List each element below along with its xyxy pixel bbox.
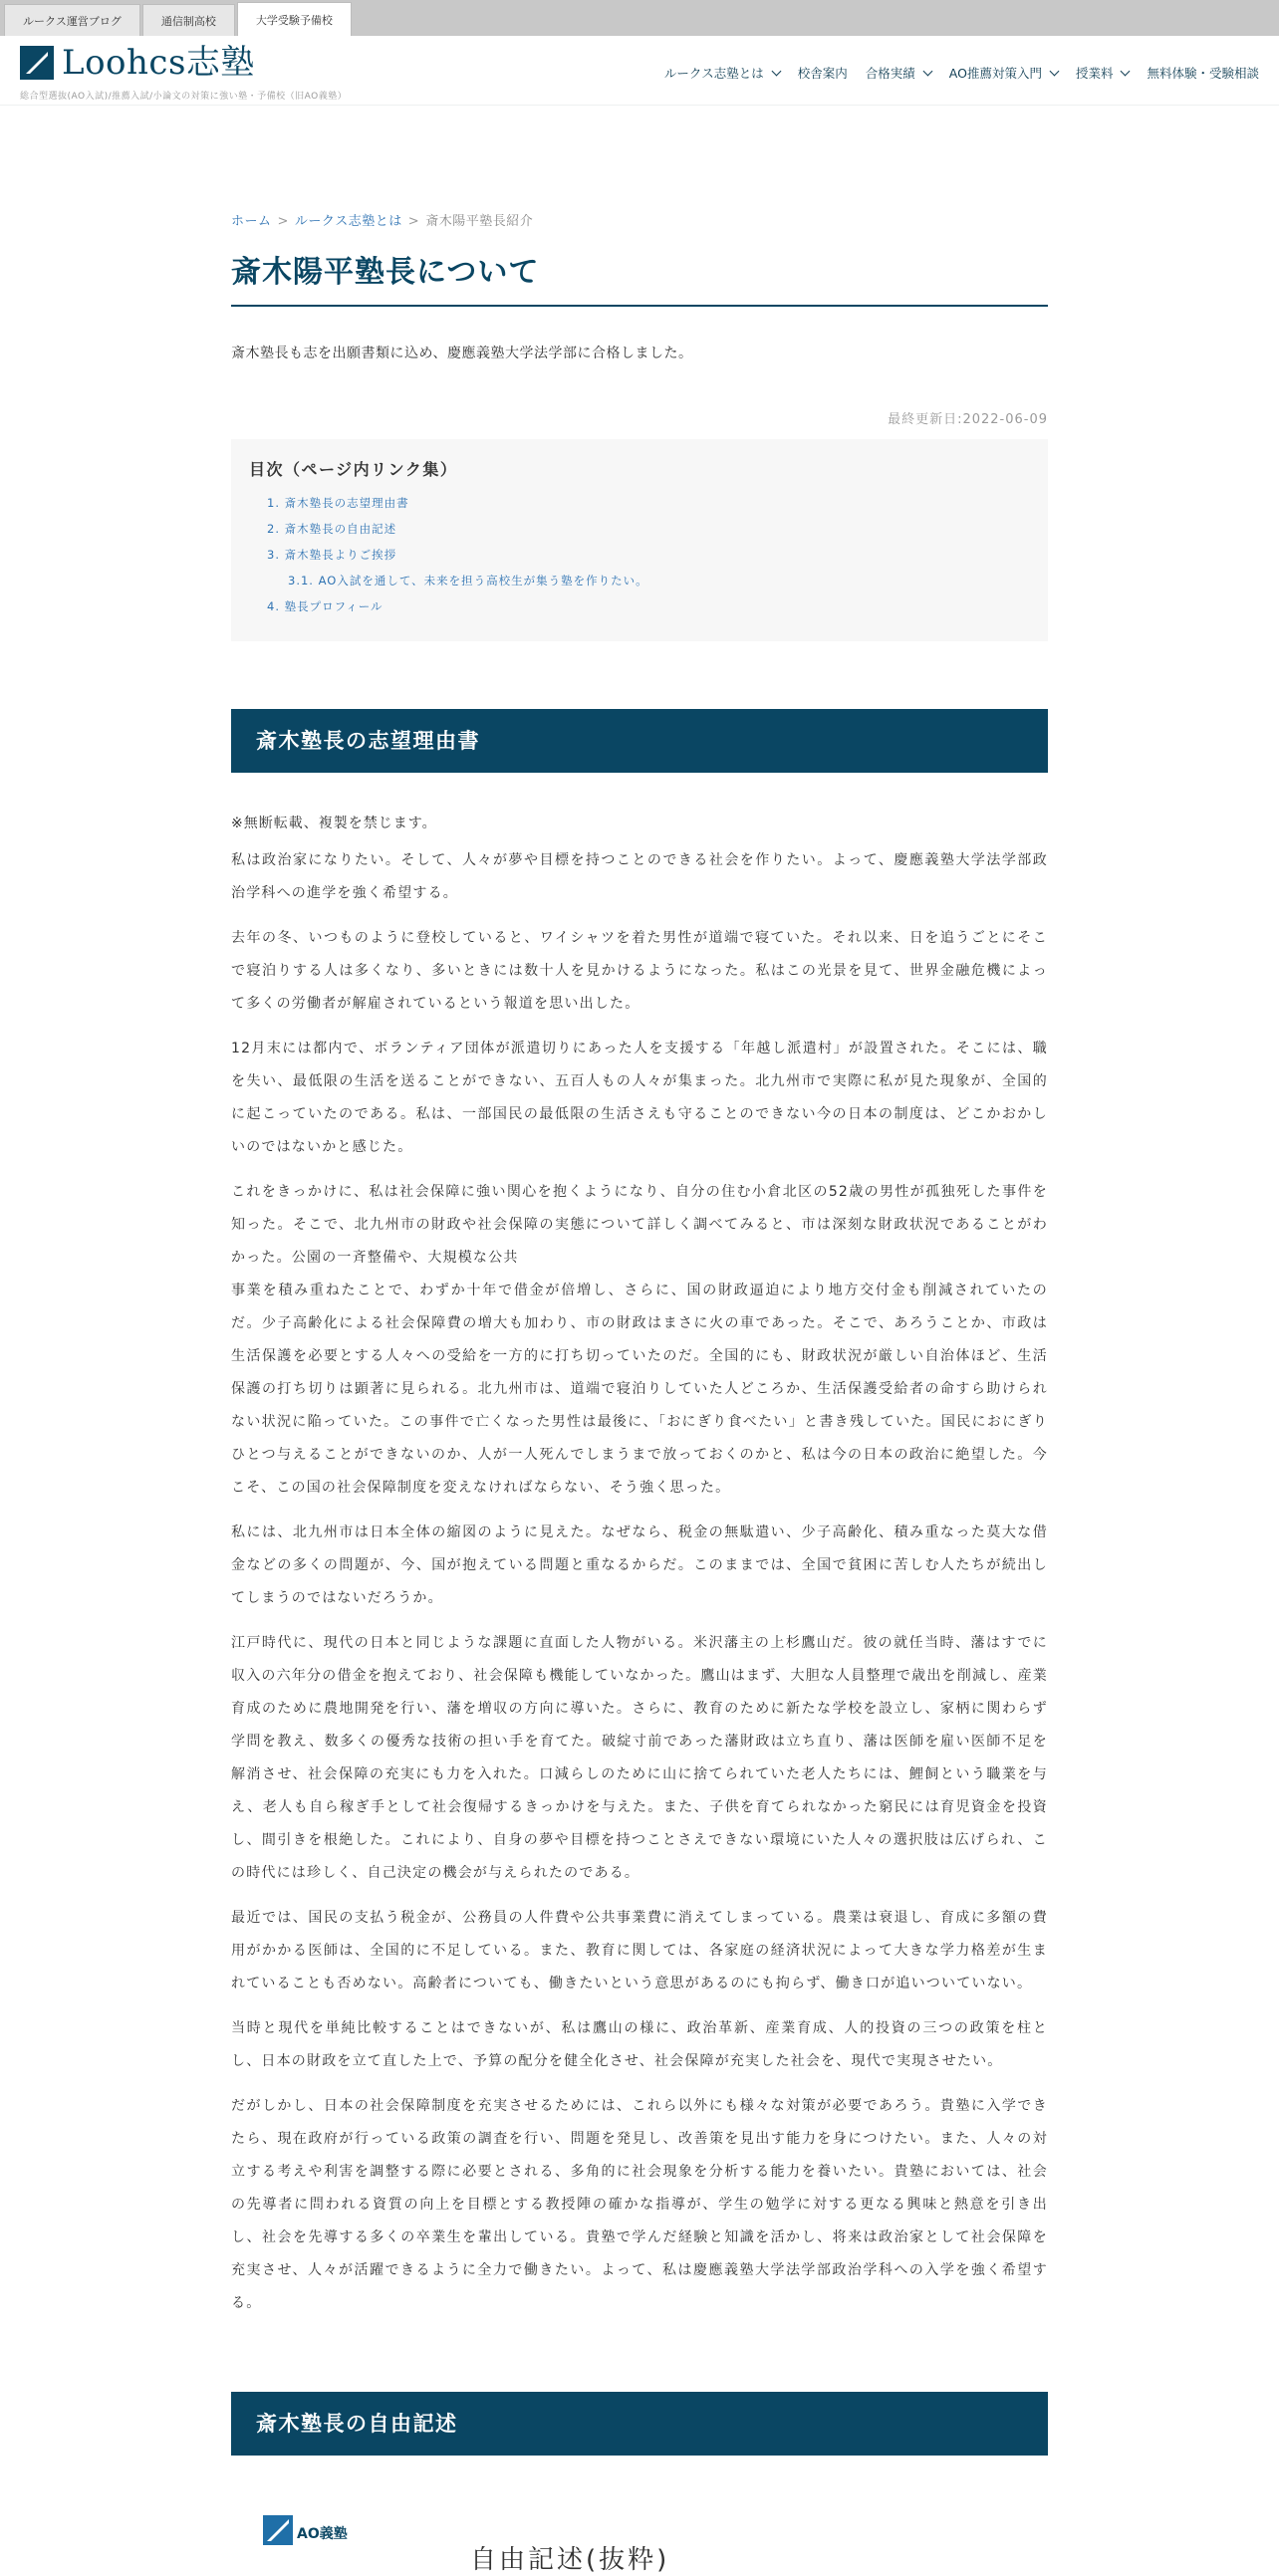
ao-gijuku-logo xyxy=(263,2515,348,2545)
toc-link-greeting-sub[interactable]: 3.1. AO入試を通して、未来を担う高校生が集う塾を作りたい。 xyxy=(288,574,648,587)
logo-mark-icon xyxy=(20,46,54,80)
nav-item-label: ルークス志塾とは xyxy=(663,66,764,81)
body-paragraph: 私には、北九州市は日本全体の縮図のように見えた。なぜなら、税金の無駄遣い、少子高齢化、積み重なった莫大な借金などの多くの問題が、今、国が抱えている問題と重なるからだ。このままでは、全国で貧困に苦しむ人たちが続出してしまうのではないだろうか。 xyxy=(231,1524,1048,1606)
site-logo[interactable] xyxy=(20,43,255,83)
nav-item-campus[interactable] xyxy=(798,64,848,82)
free-essay-image xyxy=(231,2515,1048,2575)
main-content xyxy=(231,106,1048,2575)
breadcrumb-parent-link[interactable]: ルークス志塾とは xyxy=(294,214,402,229)
ao-logo-text: AO義塾 xyxy=(297,2526,348,2542)
chevron-down-icon xyxy=(922,66,932,76)
site-header xyxy=(0,36,1279,106)
nav-item-label: 授業料 xyxy=(1075,66,1114,81)
ao-logo-mark-icon xyxy=(263,2515,293,2545)
chevron-down-icon xyxy=(1050,66,1060,76)
page-title: 斎木陽平塾長について xyxy=(231,247,1048,307)
body-paragraph: 江戸時代に、現代の日本と同じような課題に直面した人物がいる。米沢藩主の上杉鷹山だ。彼の就任当時、藩はすでに収入の六年分の借金を抱えており、社会保障も機能していなかった。鷹山はまず、大胆な人員整理で歳出を削減し、産業育成のために農地開発を行い、藩を増収の方向に導いた。さらに、教育のために新たな学校を設立し、家柄に関わらず学問を教え、数多くの優秀な技術の担い手を育てた。破綻寸前であった藩財政は立ち直り、藩は医師を雇い医師不足を解消させ、社会保障の充実にも力を入れた。口減らしのために山に捨てられていた老人たちには、鯉飼という職業を与え、老人も自ら稼ぎ手として社会復帰するきっかけを与えた。また、子供を育てられなかった窮民には育児資金を投資し、間引きを根絶した。これにより、自身の夢や目標を持つことさえできない環境にいた人々の選択肢は広げられ、この時代には珍しく、自己決定の機会が与えられたのである。 xyxy=(231,1635,1048,1881)
breadcrumb-current: 斎木陽平塾長紹介 xyxy=(425,214,534,229)
nav-item-ao-intro[interactable] xyxy=(949,64,1058,82)
nav-item-label: 校舎案内 xyxy=(797,66,848,81)
nav-item-results[interactable] xyxy=(866,64,931,82)
chevron-down-icon xyxy=(1121,66,1131,76)
site-tab-yobiko[interactable] xyxy=(237,2,352,36)
toc-link-free-essay[interactable]: 2. 斎木塾長の自由記述 xyxy=(267,522,397,536)
site-tab-label: 通信制高校 xyxy=(160,14,216,28)
logo-text: Loohcs志塾 xyxy=(62,43,255,83)
nav-item-label: 無料体験・受験相談 xyxy=(1147,66,1259,81)
last-updated: 最終更新日:2022-06-09 xyxy=(888,412,1048,427)
breadcrumb xyxy=(231,210,1048,229)
breadcrumb-separator: > xyxy=(277,214,289,229)
site-tab-blog[interactable] xyxy=(4,4,140,36)
body-paragraph: 事業を積み重ねたことで、わずか十年で借金が倍増し、さらに、国の財政逼迫により地方交付金も削減されていたのだ。少子高齢化による社会保障費の増大も加わり、市の財政はまさに火の車であった。そこで、あろうことか、市政は生活保護を必要とする人々への受給を一方的に打ち切っていたのだ。全国的にも、財政状況が厳しい自治体ほど、生活保護の打ち切りは顕著に見られる。北九州市は、道端で寝泊りしていた人どころか、生活保護受給者の命すら助けられない状況に陥っていた。この事件で亡くなった男性は最後に、「おにぎり食べたい」と書き残していた。国民におにぎりひとつ与えることができないのか、人が一人死んでしまうまで放っておくのかと、私は今の日本の政治に絶望した。今こそ、この国の社会保障制度を変えなければならない、そう強く思った。 xyxy=(231,1283,1048,1496)
site-tab-label: 大学受験予備校 xyxy=(255,13,333,27)
body-paragraph: 去年の冬、いつものように登校していると、ワイシャツを着た男性が道端で寝ていた。それ以来、日を追うごとにそこで寝泊りする人は多くなり、多いときには数十人を見かけるようになった。私はこの光景を見て、世界金融危機によって多くの労働者が解雇されているという報道を思い出した。 xyxy=(231,930,1048,1012)
free-essay-image-title: 自由記述(抜粋) xyxy=(470,2545,670,2575)
chevron-down-icon xyxy=(771,66,781,76)
breadcrumb-home-link[interactable]: ホーム xyxy=(231,214,272,229)
breadcrumb-separator: > xyxy=(407,214,420,229)
site-tab-tsushin[interactable] xyxy=(142,4,235,36)
copyright-notice: ※無断転載、複製を禁じます。 xyxy=(231,816,437,831)
body-paragraph: 私は政治家になりたい。そして、人々が夢や目標を持つことのできる社会を作りたい。よって、慶應義塾大学法学部政治学科への進学を強く希望する。 xyxy=(231,852,1048,901)
toc-link-greeting[interactable]: 3. 斎木塾長よりご挨拶 xyxy=(267,548,397,562)
body-paragraph: これをきっかけに、私は社会保障に強い関心を抱くようになり、自分の住む小倉北区の52歳の男性が孤独死した事件を知った。そこで、北九州市の財政や社会保障の実態について詳しく調べてみると、市は深刻な財政状況であることがわかった。公園の一斉整備や、大規模な公共 xyxy=(231,1184,1048,1266)
section-heading-motivation: 斎木塾長の志望理由書 xyxy=(231,709,1048,773)
body-paragraph: だがしかし、日本の社会保障制度を充実させるためには、これら以外にも様々な対策が必要であろう。貴塾に入学できたら、現在政府が行っている政策の調査を行い、問題を発見し、改善策を見出す能力を身につけたい。また、人々の対立する考えや利害を調整する際に必要とされる、多角的に社会現象を分析する能力を養いたい。貴塾においては、社会の先導者に問われる資質の向上を目標とする教授陣の確かな指導が、学生の勉学に対する更なる興味と熱意を引き出し、社会を先導する多くの卒業生を輩出している。貴塾で学んだ経験と知識を活かし、将来は政治家として社会保障を充実させ、人々が活躍できるように全力で働きたい。よって、私は慶應義塾大学法学部政治学科への入学を強く希望する。 xyxy=(231,2098,1048,2311)
toc-title: 目次（ページ内リンク集） xyxy=(249,460,458,479)
nav-item-about[interactable] xyxy=(664,64,780,82)
site-switcher-bar xyxy=(0,0,1279,36)
nav-item-label: AO推薦対策入門 xyxy=(948,66,1042,81)
body-paragraph: 最近では、国民の支払う税金が、公務員の人件費や公共事業費に消えてしまっている。農業は衰退し、育成に多額の費用がかかる医師は、全国的に不足している。また、教育に関しては、各家庭の経済状況によって大きな学力格差が生まれていることも否めない。高齢者についても、働きたいという意思があるのにも拘らず、働き口が追いついていない。 xyxy=(231,1910,1048,1991)
section-heading-free-essay: 斎木塾長の自由記述 xyxy=(231,2392,1048,2456)
nav-item-free-trial[interactable] xyxy=(1147,64,1259,82)
toc-link-motivation[interactable]: 1. 斎木塾長の志望理由書 xyxy=(267,496,409,510)
toc-link-profile[interactable]: 4. 塾長プロフィール xyxy=(267,599,384,613)
toc-list xyxy=(249,490,1030,619)
body-paragraph: 当時と現代を単純比較することはできないが、私は鷹山の様に、政治革新、産業育成、人的投資の三つの政策を柱とし、日本の財政を立て直した上で、予算の配分を健全化させ、社会保障が充実した社会を、現代で実現させたい。 xyxy=(231,2020,1048,2069)
site-tagline: 総合型選抜(AO入試)/推薦入試/小論文の対策に強い塾・予備校（旧AO義塾） xyxy=(20,92,348,102)
body-paragraph: 12月末には都内で、ボランティア団体が派遣切りにあった人を支援する「年越し派遣村」が設置された。そこには、職を失い、最低限の生活を送ることができない、五百人もの人々が集まった。北九州市で実際に私が見た現象が、全国的に起こっていたのである。私は、一部国民の最低限の生活さえも守ることのできない今の日本の制度は、どこかおかしいのではないかと感じた。 xyxy=(231,1041,1048,1155)
table-of-contents xyxy=(231,439,1048,641)
global-nav xyxy=(646,64,1259,82)
nav-item-label: 合格実績 xyxy=(865,66,915,81)
page-lead: 斎木塾長も志を出願書類に込め、慶應義塾大学法学部に合格しました。 xyxy=(231,346,693,361)
nav-item-tuition[interactable] xyxy=(1076,64,1130,82)
site-tab-label: ルークス運営ブログ xyxy=(23,14,122,28)
